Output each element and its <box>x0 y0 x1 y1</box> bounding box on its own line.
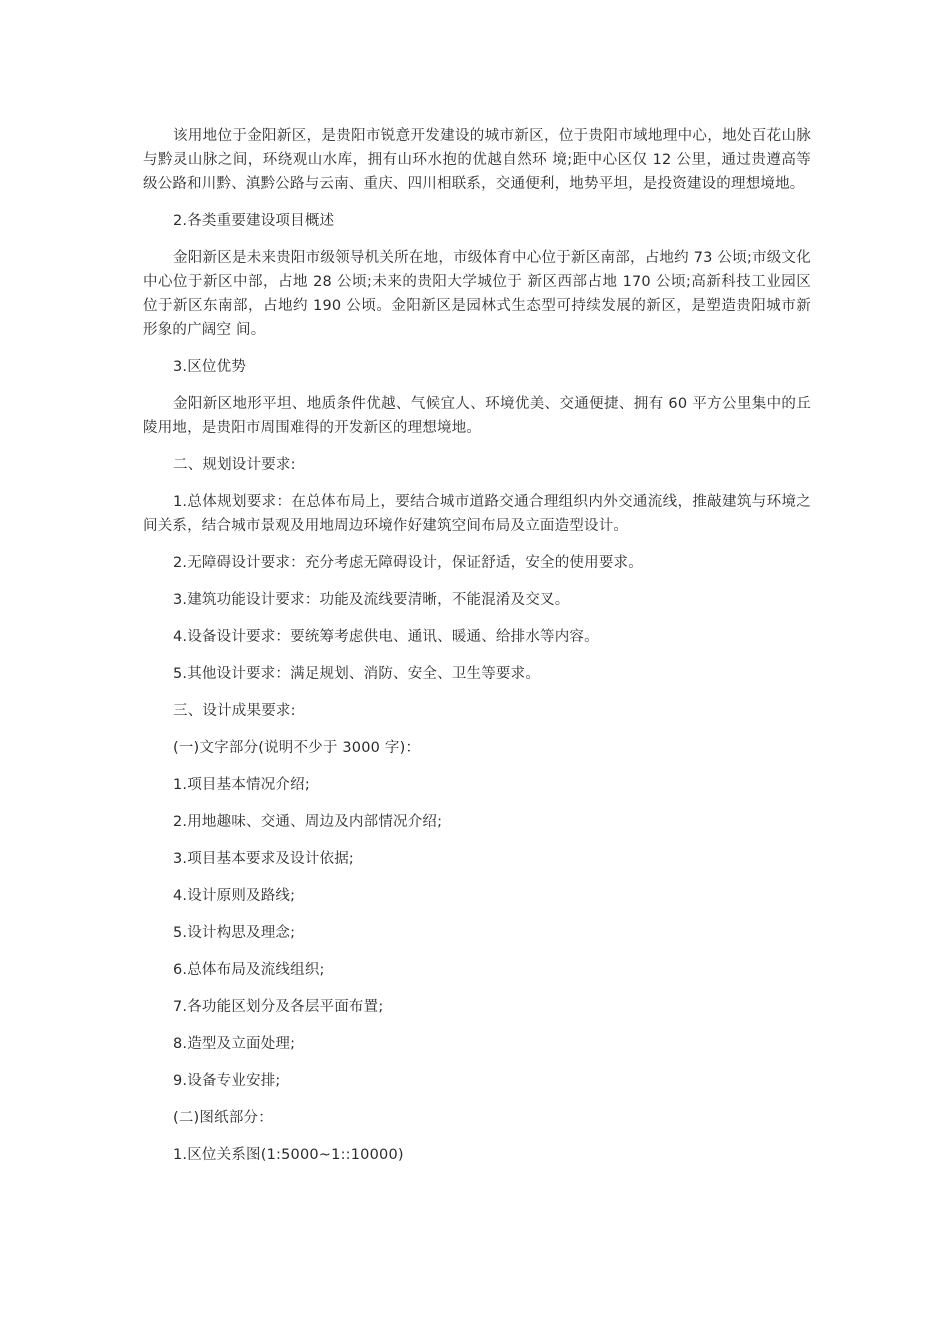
heading-location-advantage: 3.区位优势 <box>173 359 247 375</box>
list-item: 9.设备专业安排; <box>173 1073 281 1089</box>
item-other-design: 5.其他设计要求：满足规划、消防、安全、卫生等要求。 <box>173 666 541 682</box>
heading-text-section: (一)文字部分(说明不少于 3000 字)： <box>173 740 421 756</box>
paragraph-location-advantage: 金阳新区地形平坦、地质条件优越、气候宜人、环境优美、交通便捷、拥有 60 平方公里集中的丘陵用地，是贵阳市周围难得的开发新区的理想境地。 <box>143 396 811 436</box>
list-item: 4.设计原则及路线; <box>173 888 296 904</box>
item-equipment-design: 4.设备设计要求：要统筹考虑供电、通讯、暖通、给排水等内容。 <box>173 629 599 645</box>
heading-deliverables: 三、设计成果要求: <box>173 703 296 719</box>
list-item: 8.造型及立面处理; <box>173 1036 296 1052</box>
list-item: 7.各功能区划分及各层平面布置; <box>173 999 384 1015</box>
list-item: 1.区位关系图(1:5000~1::10000) <box>173 1147 404 1163</box>
paragraph-site-location: 该用地位于金阳新区，是贵阳市锐意开发建设的城市新区，位于贵阳市域地理中心，地处百花山脉与黔灵山脉之间，环绕观山水库，拥有山环水抱的优越自然环 境;距中心区仅 12 公里，通过贵遵高等级公路和川黔、滇黔公路与云南、重庆、四川相联系，交通便利，地势平坦，是投资建设的理想境地。 <box>143 128 811 192</box>
paragraph-master-planning: 1.总体规划要求：在总体布局上，要结合城市道路交通合理组织内外交通流线，推敲建筑与环境之间关系，结合城市景观及用地周边环境作好建筑空间布局及立面造型设计。 <box>143 494 811 534</box>
heading-project-overview: 2.各类重要建设项目概述 <box>173 213 335 229</box>
item-function-design: 3.建筑功能设计要求：功能及流线要清晰，不能混淆及交叉。 <box>173 592 570 608</box>
list-item: 1.项目基本情况介绍; <box>173 777 310 793</box>
item-accessibility-design: 2.无障碍设计要求：充分考虑无障碍设计，保证舒适，安全的使用要求。 <box>173 555 643 571</box>
document-body <box>143 124 811 1180</box>
heading-drawing-section: (二)图纸部分： <box>173 1110 273 1126</box>
list-item: 6.总体布局及流线组织; <box>173 962 325 978</box>
list-item: 3.项目基本要求及设计依据; <box>173 851 355 867</box>
heading-planning-requirements: 二、规划设计要求: <box>173 457 296 473</box>
paragraph-project-overview: 金阳新区是未来贵阳市级领导机关所在地，市级体育中心位于新区南部，占地约 73 公顷;市级文化中心位于新区中部，占地 28 公顷;未来的贵阳大学城位于 新区西部占地 170 公顷;高新科技工业园区位于新区东南部，占地约 190 公顷。金阳新区是园林式生态型可持续发展的新区，是塑造贵阳城市新形象的广阔空 间。 <box>143 250 811 338</box>
list-item: 5.设计构思及理念; <box>173 925 296 941</box>
list-item: 2.用地趣味、交通、周边及内部情况介绍; <box>173 814 443 830</box>
